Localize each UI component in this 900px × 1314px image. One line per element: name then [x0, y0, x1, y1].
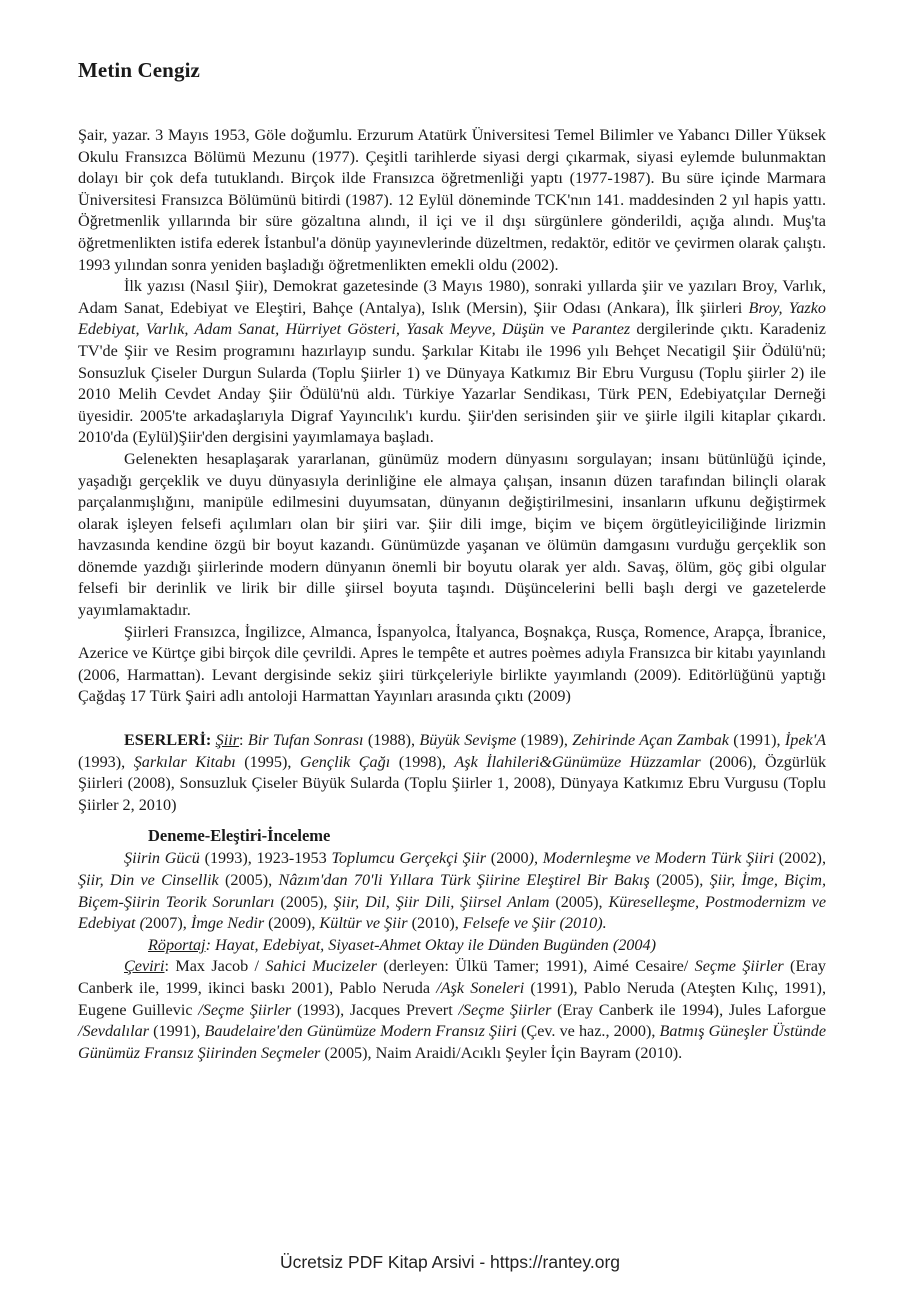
translation-item-text: (derleyen: Ülkü Tamer; 1991), Aimé Cesaire/	[376, 957, 695, 976]
essay-heading: Deneme-Eleştiri-İnceleme	[148, 826, 331, 846]
author-heading: Metin Cengiz	[78, 58, 200, 82]
translation-label: Çeviri	[124, 957, 165, 976]
bio-paragraph-2	[78, 276, 826, 449]
essay-item-year: (2010),	[407, 914, 463, 933]
poetry-item-year: (2006),	[700, 752, 765, 771]
translation-paragraph	[78, 956, 826, 1064]
poetry-item-title: Şarkılar Kitabı	[133, 752, 236, 771]
translation-item-text: (1991),	[149, 1022, 205, 1041]
essay-item-title: Şiir, Dil, Şiir Dili, Şiirsel Anlam	[333, 892, 550, 911]
essay-item-year: (2005),	[274, 892, 334, 911]
essay-item-title: İmge Nedir	[190, 914, 265, 933]
essay-item-title: Nâzım'dan 70'li Yıllara Türk Şiirine Eleştirel Bir Bakış	[278, 871, 650, 889]
poetry-item-year: (1989),	[516, 731, 573, 750]
essay-item-title: Toplumcu Gerçekçi Şiir	[331, 849, 487, 868]
poetry-item-title: Bir Tufan Sonrası	[247, 731, 364, 750]
bio-p2-text-a: İlk yazısı (Nasıl Şiir), Demokrat gazetesinde (3 Mayıs 1980), sonraki yıllarda şiir ve yazıları Broy, Varlık, Adam Sanat, Edebiyat ve Eleştiri, Bahçe (Antalya), Islık (Mersin), Şiir Odası (Ankara), İlk şiirleri	[78, 277, 826, 317]
translation-item-text: (Çev. ve haz., 2000),	[516, 1022, 660, 1041]
bio-p2-text-c: ve	[544, 320, 572, 339]
poetry-item-title: Büyük Sevişme	[419, 731, 517, 750]
footer-archive-link[interactable]: Ücretsiz PDF Kitap Arsivi - https://rantey.org	[279, 1252, 621, 1272]
interview-text: : Hayat, Edebiyat, Siyaset-Ahmet Oktay ile Dünden Bugünden (2004)	[205, 935, 656, 954]
poetry-item-year: (1995),	[235, 752, 300, 771]
essay-item-year: (2000	[486, 849, 529, 868]
translation-item-title: Batmış Güneşler Üstünde Günümüz Fransız Şiirinden Seçmeler	[78, 1022, 827, 1062]
poetry-item-title: Gençlik Çağı	[299, 752, 391, 771]
interview-line	[148, 935, 826, 957]
translation-item-title: Seçme Şiirler	[694, 957, 784, 976]
translation-item-title: /Aşk Soneleri	[436, 978, 525, 997]
essay-item-title: ), Modernleşme ve Modern Türk Şiiri	[528, 849, 775, 868]
works-heading: ESERLERİ	[124, 731, 206, 750]
essay-item-year: (1993), 1923-1953	[199, 849, 332, 868]
poetry-item-title: Aşk İlahileri&Günümüze Hüzzamlar	[454, 752, 701, 771]
poetry-item-title: Zehirinde Açan Zambak	[572, 731, 729, 750]
translation-item-title: /Seçme Şiirler	[198, 1000, 292, 1019]
essay-item-title: Şiirin Gücü	[124, 849, 200, 868]
bio-paragraph-1: Şair, yazar. 3 Mayıs 1953, Göle doğumlu. Erzurum Atatürk Üniversitesi Temel Bilimler ve Yabancı Diller Yüksek Okulu Fransızca Bölümü Mezunu (1977). Çeşitli tarihlerde siyasi dergi çıkarmak, siyasi eylemde bulunmaktan dolayı bir çok defa tutuklandı. Birçok ilde Fransızca öğretmenliği yaptı (1977-1987). Bu süre içinde Marmara Üniversitesi Fransızca Bölümünü bitirdi (1987). 12 Eylül döneminde TCK'nın 141. maddesinden 2 yıl hapis yattı. Öğretmenlik yıllarında bir süre gözaltına alındı, il içi ve il dışı sürgünlere gönderildi, açığa alındı. Muş'ta öğretmenlikten istifa ederek İstanbul'a dönüp yayınevlerinde düzeltmen, redaktör, editör ve çevirmen olarak çalıştı. 1993 yılından sonra yeniden başladığı öğretmenlikten emekli oldu (2002).	[78, 126, 826, 274]
interview-label: Röportaj	[148, 935, 206, 954]
essay-item-title: Küreselleşme, Postmodernizm ve Edebiyat (	[78, 892, 827, 933]
poetry-item-year: (1988),	[363, 731, 420, 750]
translation-item-title: Sahici Mucizeler	[265, 957, 377, 976]
bio-paragraph-3: Gelenekten hesaplaşarak yararlanan, günümüz modern dünyasını sorgulayan; insanı bütünlüğü içinde, yaşadığı gerçeklik ve duyu dünyasıyla derinliğine ele almaya çalışan, insanın düzen tarafından bilinçli olarak parçalanmışlığını, manipüle edilmesini duyumsatan, dünyanın değiştirilmesini, insanların ufkunu değiştirmek olarak işleyen felsefi açılımları olan bir şiiri var. Şiir dili imge, biçim ve biçem örgütleyiciliğinde lirizmin havzasında kendine özgü bir boyut kazandı. Günümüzde yaşanan ve ölümün damgasını vurduğu gerçeklik son dönemde yazdığı şiirlerinde modern dünyanın önemli bir boyutu olarak yer aldı. Savaş, ölüm, göç gibi olgular felsefi bir derinlik ve lirik bir dille şiirsel boyuta taşındı. Düşüncelerini belli başlı dergi ve gazetelerde yayımlamaktadır.	[78, 449, 826, 620]
translation-item-text: : Max Jacob /	[164, 957, 266, 976]
essay-item-year: (2005),	[549, 892, 609, 911]
essay-item-year: 2007),	[144, 914, 191, 933]
essay-item-title: Kültür ve Şiir	[319, 914, 408, 933]
essay-paragraph	[78, 848, 826, 934]
essay-item-title: Şiir, İmge, Biçim, Biçem-Şiirin Teorik Sorunları	[78, 871, 826, 911]
poetry-item-title: İpek'A	[784, 731, 827, 750]
poetry-item-year: (1991),	[728, 731, 785, 750]
poetry-tail: Özgürlük Şiirleri (2008), Sonsuzluk Çiseler Büyük Sularda (Toplu Şiirler 1, 2008), Dünyaya Katkımız Ebru Vurgusu (Toplu Şiirler 2, 2010)	[78, 752, 827, 814]
bio-paragraph-4: Şiirleri Fransızca, İngilizce, Almanca, İspanyolca, İtalyanca, Boşnakça, Rusça, Romence, Arapça, İbranice, Azerice ve Kürtçe gibi birçok dile çevrildi. Apres le tempête et autres poèmes adıyla Fransızca bir kitabı yayınlandı (2006, Harmattan). Levant dergisinde sekiz şiiri türkçeleriyle birlikte yayımlandı (2009). Editörlüğünü yaptığı Çağdaş 17 Türk Şairi adlı antoloji Harmattan Yayınları arasında çıktı (2009)	[78, 622, 826, 706]
translation-item-text: (Eray Canberk ile, 1999, ikinci baskı 2001), Pablo Neruda	[78, 957, 827, 997]
bio-p2-parantez: Parantez	[571, 320, 631, 339]
poetry-item-year: (1993),	[78, 752, 134, 771]
translation-item-text: (1993), Jacques Prevert	[291, 1000, 459, 1019]
bio-p2-magazines: Broy, Yazko Edebiyat, Varlık, Adam Sanat, Hürriyet Gösteri, Yasak Meyve, Düşün	[78, 298, 826, 339]
translation-tail: (2005), Naim Araidi/Acıklı Şeyler İçin Bayram (2010).	[320, 1043, 683, 1062]
essay-list	[78, 849, 826, 932]
essay-item-year: (2005),	[649, 871, 710, 889]
poetry-label: Şiir	[215, 731, 239, 750]
bio-p2-text-e: dergilerinde çıktı. Karadeniz TV'de Şiir ve Resim programını hazırlayıp sundu. Şarkılar Kitabı ile 1996 yılı Behçet Necatigil Şiir Ödülü'nü; Sonsuzluk Çiseler Durgun Sularda (Toplu Şiirler 1) ve Dünyaya Katkımız Bir Ebru Vurgusu (Toplu şiirler 2) ile 2010 Melih Cevdet Anday Şiir Ödülü'nü aldı. Türkiye Yazarlar Sendikası, Türk PEN, Edebiyatçılar Derneği üyesidir. 2005'te arkadaşlarıyla Digraf Yayıncılık'ı kurdu. Şiir'den serisinden şiir ve şiirle ilgili kitaplar çıkardı. 2010'da (Eylül)Şiir'den dergisini yayımlamaya başladı.	[78, 320, 826, 447]
essay-item-year: (2009),	[264, 914, 320, 933]
essay-item-year: (2005),	[218, 871, 279, 889]
translation-item-title: /Sevdalılar	[78, 1022, 150, 1041]
document-page	[78, 58, 826, 1064]
translation-item-text: (1991), Pablo Neruda (Ateşten Kılıç, 1991), Eugene Guillevic	[78, 978, 826, 1019]
translation-item-title: Baudelaire'den Günümüze Modern Fransız Şiiri	[204, 1022, 517, 1041]
translation-item-title: /Seçme Şiirler	[458, 1000, 552, 1019]
essay-item-title: Şiir, Din ve Cinsellik	[78, 871, 219, 889]
essay-item-title: Felsefe ve Şiir (2010).	[462, 914, 607, 933]
translation-item-text: (Eray Canberk ile 1994), Jules Laforgue	[551, 1000, 826, 1019]
works-paragraph: ESERLERİ: Şiir: Bir Tufan Sonrası (1988), Büyük Sevişme (1989), Zehirinde Açan Zambak (1991), İpek'A (1993), Şarkılar Kitabı (1995), Gençlik Çağı (1998), Aşk İlahileri&Günümüze Hüzzamlar (2006), Özgürlük Şiirleri (2008), Sonsuzluk Çiseler Büyük Sularda (Toplu Şiirler 1, 2008), Dünyaya Katkımız Ebru Vurgusu (Toplu Şiirler 2, 2010)	[78, 731, 827, 814]
poetry-item-year: (1998),	[390, 752, 455, 771]
essay-item-year: (2002),	[774, 849, 826, 868]
